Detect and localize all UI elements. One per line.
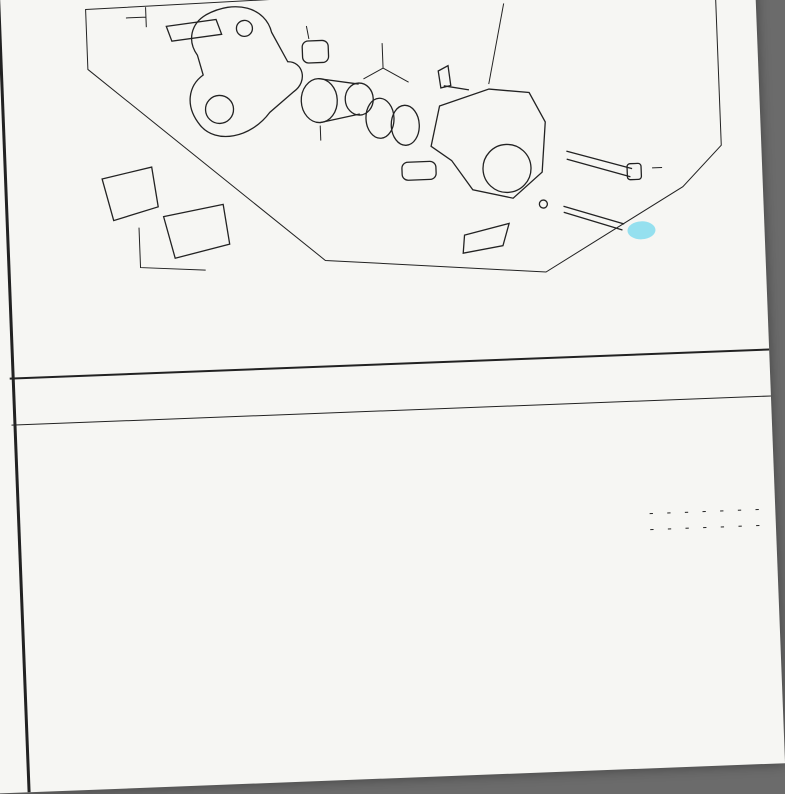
diagram-boundary-line — [85, 0, 726, 289]
serial-dash-line: - - - - - - - — [647, 501, 763, 522]
callout-9-highlight — [627, 221, 656, 240]
serial-dash-line: - - - - - - - — [647, 517, 763, 538]
header-bottom-rule — [11, 395, 770, 425]
exploded-parts-diagram — [15, 0, 747, 332]
table-top-rule — [10, 349, 770, 380]
bracket-part — [187, 4, 305, 138]
